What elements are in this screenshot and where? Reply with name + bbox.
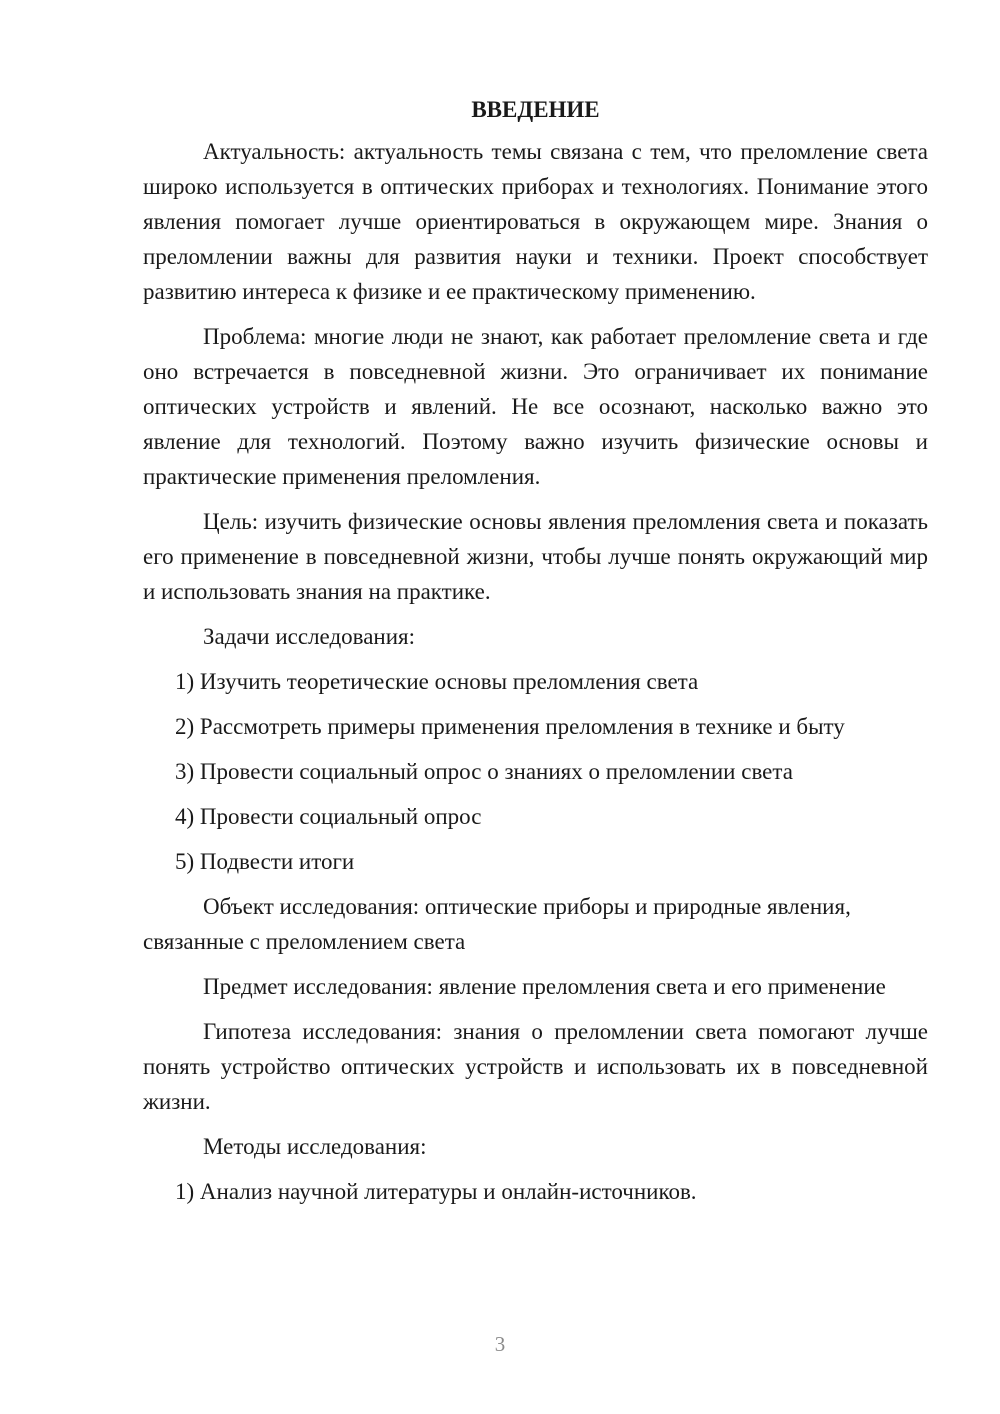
task-item: 4) Провести социальный опрос: [175, 804, 482, 829]
relevance-paragraph: Актуальность: актуальность темы связана с тем, что преломление света широко используется в оптических приборах и технологиях. Понимание этого явления помогает лучше ориентироваться в окружающем мире. Знания о преломлении важны для развития науки и техники. Проект способствует развитию интереса к физике и ее практическому применению.: [143, 139, 928, 304]
task-item: 5) Подвести итоги: [175, 849, 355, 874]
task-item: 1) Изучить теоретические основы преломления света: [175, 669, 699, 694]
methods-list: [143, 1174, 928, 1209]
task-item: 2) Рассмотреть примеры применения преломления в технике и быту: [175, 714, 845, 739]
object-paragraph: Объект исследования: оптические приборы и природные явления, связанные с преломлением света: [143, 894, 851, 954]
page-number: 3: [494, 1332, 506, 1356]
method-item: 1) Анализ научной литературы и онлайн-источников.: [175, 1179, 697, 1204]
goal-paragraph: Цель: изучить физические основы явления преломления света и показать его применение в повседневной жизни, чтобы лучше понять окружающий мир и использовать знания на практике.: [143, 509, 928, 604]
page-heading: ВВЕДЕНИЕ: [471, 97, 600, 122]
tasks-list: [143, 664, 928, 879]
page-content: [143, 92, 928, 1219]
tasks-title: Задачи исследования:: [203, 624, 416, 649]
problem-paragraph: Проблема: многие люди не знают, как работает преломление света и где оно встречается в повседневной жизни. Это ограничивает их понимание оптических устройств и явлений. Не все осознают, насколько важно это явление для технологий. Поэтому важно изучить физические основы и практические применения преломления.: [143, 324, 928, 489]
subject-paragraph: Предмет исследования: явление преломления света и его применение: [203, 974, 886, 999]
task-item: 3) Провести социальный опрос о знаниях о преломлении света: [175, 759, 793, 784]
hypothesis-paragraph: Гипотеза исследования: знания о преломлении света помогают лучше понять устройство оптических устройств и использовать их в повседневной жизни.: [143, 1019, 928, 1114]
methods-title: Методы исследования:: [203, 1134, 427, 1159]
